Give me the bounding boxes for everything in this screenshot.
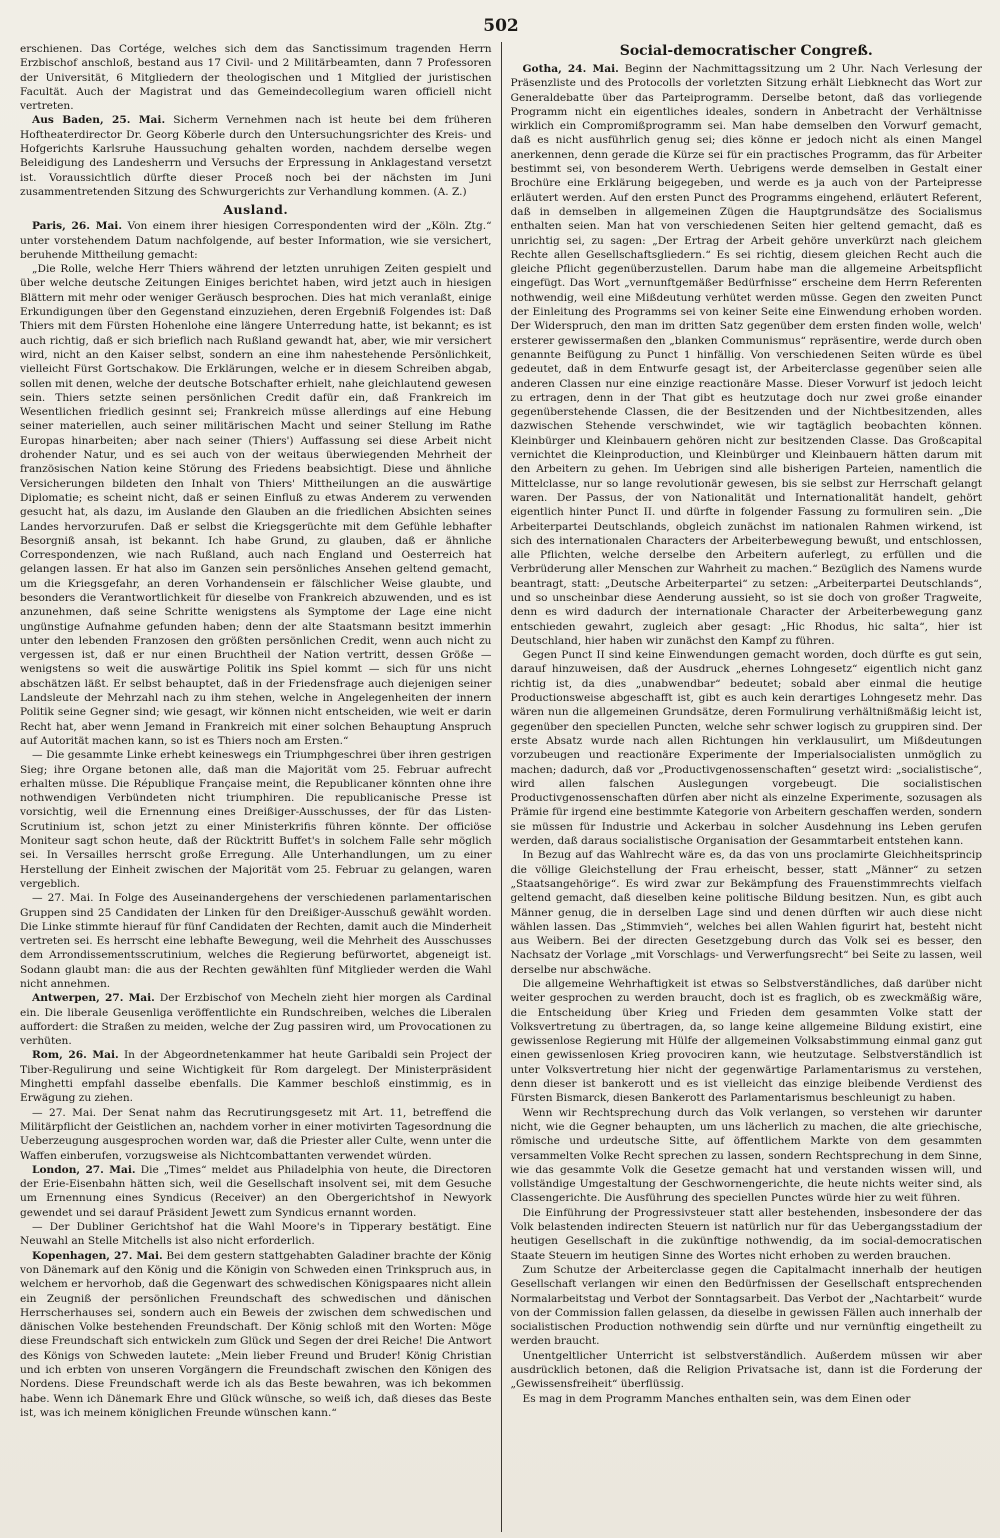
dateline-antwerpen: Antwerpen, 27. Mai. xyxy=(32,992,155,1005)
article-paris-paragraph: — Die gesammte Linke erhebt keineswegs ein Triumphgeschrei über ihren gestrigen Sieg; ihre Organe betonen alle, daß man die Majorität vom 25. Februar aufrecht erhalten müsse. Die République Française meint, die Republicaner könnten ohne ihre nothwendigen Verbündeten nicht triumphiren. Die republicanische Presse ist vorsichtig, weil die Ernennung eines Dreißiger-Ausschusses, der für das Listen-Scrutinium ist, schon jetzt zu einer Ministerkrifis führen könnte. Der officiöse Moniteur sagt schon heute, daß der Rücktritt Buffet's in solchem Falle sehr möglich sei. In Versailles herrscht große Erregung. Alle Unterhandlungen, um zu einer Herstellung der Einheit zwischen der Majorität vom 25. Februar zu gelangen, waren vergeblich. xyxy=(20,749,492,890)
dateline-gotha: Gotha, 24. Mai. xyxy=(522,63,619,75)
article-antwerpen-text: Der Erzbischof von Mecheln zieht hier morgen als Cardinal ein. Die liberale Geusenliga veröffentlichte ein Rundschreiben, welches die Liberalen auffordert: die Straßen zu meiden, welche der Zug passiren wird, um Provocationen zu verhüten. xyxy=(20,992,492,1048)
article-paris-text-0: Von einem ihrer hiesigen Correspondenten wird der „Köln. Ztg.“ unter vorstehendem Datum nachfolgende, auf bester Information, wie sie versichert, beruhende Mittheilung gemacht: xyxy=(20,220,492,261)
article-continuation: erschienen. Das Cortége, welches sich dem das Sanctissimum tragenden Herrn Erzbischof anschloß, bestand aus 17 Civil- und 2 Militärbeamten, dann 7 Professoren der Universität, 6 Mitgliedern der theologischen und 1 Mitglied der juristischen Facultät. Auch der Magistrat und das Gemeindecollegium waren officiell nicht vertreten. xyxy=(20,43,492,113)
article-congress-paragraph: In Bezug auf das Wahlrecht wäre es, da das von uns proclamirte Gleichheitsprincip die völlige Gleichstellung der Frau erheischt, besser, statt „Männer“ zu setzen „Staatsangehörige“. Es wird zwar zur Bekämpfung des Frauenstimmrechts vielfach geltend gemacht, daß dieselben keine politische Bildung besitzen. Nun, es gibt auch Männer genug, die in derselben Lage sind und denen dürften wir auch diese nicht wählen lassen. Das „Stimmvieh“, welches bei allen Wahlen figurirt hat, besteht nicht aus Weibern. Bei der directen Gesetzgebung durch das Volk sei es besser, den Nachsatz der Vorlage „mit Vorschlags- und Verwerfungsrecht“ bei Seite zu lassen, weil derselbe nur abschwäche. xyxy=(510,849,983,976)
dateline-paris: Paris, 26. Mai. xyxy=(32,220,123,233)
article-rom xyxy=(20,1048,492,1105)
article-paris-intro xyxy=(20,219,492,262)
left-column xyxy=(20,42,501,1532)
article-kopenhagen xyxy=(20,1249,492,1421)
article-london-text-0: Die „Times“ meldet aus Philadelphia von heute, die Directoren der Erie-Eisenbahn hätten sich, weil die Gesellschaft insolvent sei, mit dem Gesuche um Ernennung eines Syndicus (Receiver) an den Obergerichtshof in Newyork gewendet und sei darauf Präsident Jewett zum Syndicus ernannt worden. xyxy=(20,1163,492,1219)
article-baden-text: Sicherm Vernehmen nach ist heute bei dem früheren Hoftheaterdirector Dr. Georg Köberle durch den Untersuchungsrichter des Kreis- und Hofgerichts Karlsruhe Haussuchung gehalten worden, nachdem derselbe wegen Beleidigung des Landesherrn und Versuchs der Erpressung in Anklagestand versetzt ist. Voraussichtlich dürfte dieser Proceß noch bei der nächsten im Juni zusammentretenden Sitzung des Schwurgerichts zur Verhandlung kommen. (A. Z.) xyxy=(20,114,492,198)
article-paris-paragraph: „Die Rolle, welche Herr Thiers während der letzten unruhigen Zeiten gespielt und über welche deutsche Zeitungen Einiges berichtet haben, wird jetzt auch in hiesigen Blättern mit mehr oder weniger Geräusch besprochen. Dies hat mich veranlaßt, einige Erkundigungen über den Gegenstand einzuziehen, deren Ergebniß Folgendes ist: Daß Thiers mit dem Fürsten Hohenlohe eine längere Unterredung hatte, ist bekannt; es ist auch richtig, daß er sich brieflich nach Rußland gewandt hat, aber, wie mir versichert wird, nicht an den Kaiser selbst, sondern an eine ihm nahestehende Persönlichkeit, vielleicht Fürst Gortschakow. Die Erklärungen, welche er in diesem Schreiben abgab, sollen mit denen, welche der deutsche Botschafter erhielt, nahe gleichlautend gewesen sein. Thiers setzte seinen persönlichen Credit dafür ein, daß Frankreich im Wesentlichen friedlich gesinnt sei; Frankreich müsse allerdings auf eine Hebung seiner materiellen, auch seiner militärischen Macht und seiner Stellung im Rathe Europas hinarbeiten; aber nach seiner (Thiers') Auffassung sei diese Arbeit nicht drohender Natur, und es sei auch von der weitaus überwiegenden Mehrheit der französischen Nation keine Störung des Friedens beabsichtigt. Diese und ähnliche Versicherungen bildeten den Inhalt von Thiers' Mittheilungen an die auswärtige Diplomatie; es scheint nicht, daß er seinen Einfluß zu etwas Anderem zu verwenden gesucht hat, als dazu, im Auslande den Glauben an die friedlichen Absichten seines Landes hervorzurufen. Daß er selbst die Kriegsgerüchte mit dem Gefühle lebhafter Besorgniß ansah, ist bekannt. Ich habe Grund, zu glauben, daß er ähnliche Correspondenzen, wie nach Rußland, auch nach England und Oesterreich hat gelangen lassen. Er hat also im Ganzen sein persönliches Ansehen geltend gemacht, um die Kriegsgefahr, an deren Vorhandensein er fälschlicher Weise glaubte, und besonders die Verantwortlichkeit für dieselbe von Frankreich abzuwenden, und es ist anzunehmen, daß seine Schritte wenigstens als Symptome der Lage eine nicht ungünstige Aufnahme gefunden haben; denn der alte Staatsmann besitzt immerhin unter den lebenden Franzosen den größten persönlichen Credit, wenn auch nicht zu vergessen ist, daß er nur einen Bruchtheil der Nation vertritt, dessen Größe — wenigstens so weit die auswärtige Politik ins Spiel kommt — sich für uns nicht abschätzen läßt. Er selbst behauptet, daß in der Friedensfrage auch diejenigen seiner Landsleute der Mehrzahl nach zu ihm stehen, welche in Angelegenheiten der innern Politik seine Gegner sind; wie gesagt, wir können nicht entscheiden, wie weit er darin Recht hat, aber wenn Jemand in Frankreich mit einer solchen Behauptung Anspruch auf Autorität machen kann, so ist es Thiers noch am Ersten.“ xyxy=(20,263,492,747)
article-congress-paragraph: Wenn wir Rechtsprechung durch das Volk verlangen, so verstehen wir darunter nicht, wie die Gegner behaupten, um uns lächerlich zu machen, die alte griechische, römische und urdeutsche Sitte, auf öffentlichem Markte von dem gesammten versammelten Volke Recht sprechen zu lassen, sondern Rechtsprechung in dem Sinne, wie das gesammte Volk die Gesetze gemacht hat und verstanden wissen will, und vollständige Umgestaltung der Geschwornengerichte, die heute nichts weiter sind, als Classengerichte. Die Ausführung des speciellen Punctes würde hier zu weit führen. xyxy=(510,1106,983,1205)
article-rom-paragraph: — 27. Mai. Der Senat nahm das Recrutirungsgesetz mit Art. 11, betreffend die Militärpflicht der Geistlichen an, nachdem vorher in einer motivirten Tagesordnung die Ueberzeugung ausgesprochen worden war, daß die Priester aller Culte, wenn unter die Waffen einberufen, vorzugsweise als Nichtcombattanten verwendet würden. xyxy=(20,1106,492,1162)
dateline-kopenhagen: Kopenhagen, 27. Mai. xyxy=(32,1249,163,1262)
dateline-rom: Rom, 26. Mai. xyxy=(32,1049,119,1062)
article-congress-paragraph: Unentgeltlicher Unterricht ist selbstverständlich. Außerdem müssen wir aber ausdrücklich betonen, daß die Religion Privatsache ist, dann ist die Forderung der „Gewissensfreiheit“ überflüssig. xyxy=(510,1349,983,1391)
section-heading-ausland: Ausland. xyxy=(223,202,289,218)
article-congress-paragraph: Gegen Punct II sind keine Einwendungen gemacht worden, doch dürfte es gut sein, darauf hinzuweisen, daß der Ausdruck „ehernes Lohngesetz“ eigentlich nicht ganz richtig ist, da dies „unabwendbar“ bedeutet; sobald aber einmal die heutige Productionsweise abgeschafft ist, gibt es auch kein derartiges Lohngesetz mehr. Das wären nun die allgemeinen Grundsätze, deren Formulirung verhältnißmäßig leicht ist, gegenüber den speciellen Puncten, welche sehr schwer logisch zu gruppiren sind. Der erste Absatz wurde nach allen Richtungen hin verklausulirt, um Mißdeutungen vorzubeugen und reactionäre Experimente der Imperialsocialisten unmöglich zu machen; dadurch, daß vor „Productivgenossenschaften“ gesetzt wird: „socialistische“, wird allen falschen Auslegungen vorgebeugt. Die socialistischen Productivgenossenschaften dürfen aber nicht als einzelne Experimente, sozusagen als Prämie für irgend eine bestimmte Kategorie von Arbeitern geschaffen werden, sondern sie müssen für Industrie und Ackerbau in solcher Ausdehnung ins Leben gerufen werden, daß daraus socialistische Organisation der Gesammtarbeit entstehen kann. xyxy=(510,649,983,848)
article-congress-paragraph: Es mag in dem Programm Manches enthalten sein, was dem Einen oder xyxy=(522,1392,911,1405)
article-london xyxy=(20,1163,492,1220)
article-congress-text-0: Beginn der Nachmittagssitzung um 2 Uhr. Nach Verlesung der Präsenzliste und des Protocolls der vorletzten Sitzung erhält Liebknecht das Wort zur Generaldebatte über das Parteiprogramm. Derselbe betont, daß das vorliegende Programm nicht ein eigentliches ideales, sondern in Anbetracht der Verhältnisse wirklich ein Compromißprogramm sei. Man habe demselben den Vorwurf gemacht, daß es nicht ausführlich genug sei; dies könne er jedoch nicht als einen Mangel anerkennen, denn gerade die Kürze sei für ein practisches Programm, das für Arbeiter bestimmt sei, von besonderem Werth. Uebrigens werde demselben in Gestalt einer Brochüre eine Erklärung beigegeben, und werde es ja auch von der Parteipresse erläutert werden. Auf den ersten Punct des Programms eingehend, erläutert Referent, daß in demselben in allgemeinen Zügen die Hauptgrundsätze des Socialismus enthalten seien. Man hat von verschiedenen Seiten hier geltend gemacht, daß es unrichtig sei, zu sagen: „Der Ertrag der Arbeit gehöre unverkürzt nach gleichem Rechte allen Gesellschaftsgliedern.“ Es sei richtig, diesem gleichen Recht auch die gleiche Pflicht gegenüberzustellen. Darum habe man die allgemeine Arbeitspflicht eingefügt. Das Wort „vernunftgemäßer Bedürfnisse“ erscheine dem Herrn Referenten nothwendig, weil eine Mißdeutung verhütet werden müsse. Gegen den zweiten Punct der Einleitung des Programms sei von keiner Seite eine Einwendung erhoben worden. Der Widerspruch, den man im dritten Satz gegenüber dem ersten finden wolle, welch' ersterer gewissermaßen den „blanken Communismus“ repräsentire, werde durch oben genannte Beifügung zu Punct 1 hinfällig. Von verschiedenen Seiten würde es übel gedeutet, daß in dem Entwurfe gesagt ist, der Arbeiterclasse gegenüber seien alle anderen Classen nur eine einzige reactionäre Masse. Dieser Vorwurf ist jedoch leicht zu ertragen, denn in der That gibt es heutzutage doch nur zwei große einander gegenüberstehende Classen, die der Besitzenden und der Nichtbesitzenden, alles dazwischen Stehende verschwindet, wie wir tagtäglich beobachten können. Kleinbürger und Kleinbauern gehören nicht zur besitzenden Classe. Das Großcapital vernichtet die Kleinproduction, und Kleinbürger und Kleinbauern hätten darum mit den Arbeitern zu gehen. Im Uebrigen sind alle bisherigen Parteien, namentlich die Mittelclasse, nur so lange revolutionär gewesen, bis sie selbst zur Herrschaft gelangt waren. Der Passus, der von Nationalität und Internationalität handelt, gehört eigentlich hinter Punct II. und dürfte in folgender Fassung zu formuliren sein. „Die Arbeiterpartei Deutschlands, obgleich zunächst im nationalen Rahmen wirkend, ist sich des internationalen Characters der Arbeiterbewegung bewußt, und entschlossen, alle Pflichten, welche derselbe den Arbeitern auferlegt, zu erfüllen und die Verbrüderung aller Menschen zur Wahrheit zu machen.“ Bezüglich des Namens wurde beantragt, statt: „Deutsche Arbeiterpartei“ zu setzen: „Arbeiterpartei Deutschlands“, und so unscheinbar diese Aenderung aussieht, so ist sie doch von großer Tragweite, denn es wird dadurch der internationale Character der Arbeiterbewegung ganz entschieden gewahrt, zugleich aber gesagt: „Hic Rhodus, hic salta“, hier ist Deutschland, hier haben wir zunächst den Kampf zu führen. xyxy=(510,63,983,647)
dateline-baden: Aus Baden, 25. Mai. xyxy=(32,114,166,127)
columns xyxy=(20,42,982,1532)
article-congress-paragraph: Die allgemeine Wehrhaftigkeit ist etwas so Selbstverständliches, daß darüber nicht weiter gesprochen zu werden braucht, doch ist es fraglich, ob es zweckmäßig wäre, die Entscheidung über Krieg und Frieden dem gesammten Volke statt der Volksvertretung zu übertragen, da, so lange keine allgemeine Bildung existirt, eine gewissenlose Regierung mit Hülfe der allgemeinen Volksabstimmung einmal ganz gut einen gewissenlosen Krieg provociren kann, wie heutzutage. Selbstverständlich ist unter Volksvertretung hier nicht der gegenwärtige Parlamentarismus zu verstehen, denn dieser ist bankerott und es ist vielleicht das einzige bleibende Verdienst des Fürsten Bismarck, diesen Bankerott des Parlamentarismus beschleunigt zu haben. xyxy=(510,978,983,1105)
article-congress-paragraph: Die Einführung der Progressivsteuer statt aller bestehenden, insbesondere der das Volk belastenden indirecten Steuern ist natürlich nur für das Uebergangsstadium der heutigen Gesellschaft in die zukünftige nothwendig, da im social-democratischen Staate Steuern im heutigen Sinne des Wortes nicht erhoben zu werden brauchen. xyxy=(510,1206,983,1262)
article-rom-text-0: In der Abgeordnetenkammer hat heute Garibaldi sein Project der Tiber-Regulirung und seine Wichtigkeit für Rom dargelegt. Der Ministerpräsident Minghetti empfahl dasselbe ebenfalls. Die Kammer beschloß einstimmig, es in Erwägung zu ziehen. xyxy=(20,1049,492,1105)
page-number: 502 xyxy=(483,16,519,36)
right-column xyxy=(502,42,983,1532)
article-congress-intro xyxy=(511,62,983,648)
article-heading-congress: Social-democratischer Congreß. xyxy=(619,43,873,59)
article-baden xyxy=(20,113,492,199)
article-antwerpen xyxy=(20,991,492,1048)
dateline-london: London, 27. Mai. xyxy=(32,1163,136,1176)
article-london-paragraph: — Der Dubliner Gerichtshof hat die Wahl Moore's in Tipperary bestätigt. Eine Neuwahl an Stelle Mitchells ist also nicht erforderlich. xyxy=(20,1221,492,1248)
article-congress-paragraph: Zum Schutze der Arbeiterclasse gegen die Capitalmacht innerhalb der heutigen Gesellschaft verlangen wir einen den Bedürfnissen der Gesellschaft entsprechenden Normalarbeitstag und Verbot der Sonntagsarbeit. Das Verbot der „Nachtarbeit“ wurde von der Commission fallen gelassen, da dieselbe in gewissen Fällen auch innerhalb der socialistischen Production nothwendig sein dürfte und nur vernünftig eingetheilt zu werden braucht. xyxy=(510,1263,983,1348)
article-kopenhagen-text: Bei dem gestern stattgehabten Galadiner brachte der König von Dänemark auf den König und die Königin von Schweden einen Trinkspruch aus, in welchem er hervorhob, daß die Gegenwart des schwedischen Königspaares nicht allein ein Zeugniß der persönlichen Freundschaft des schwedischen und dänischen Herrscherhauses sei, sondern auch ein Beweis der zwischen dem schwedischen und dänischen Volke bestehenden Freundschaft. Der König schloß mit den Worten: Möge diese Freundschaft sich entwickeln zum Glück und Segen der drei Reiche! Die Antwort des Königs von Schweden lautete: „Mein lieber Freund und Bruder! König Christian und ich erbten von unseren Vorgängern die Freundschaft zwischen den Königen des Nordens. Diese Freundschaft werde ich als das Beste bewahren, was ich bekommen habe. Wenn ich Dänemark Ehre und Glück wünsche, so weiß ich, daß dieses das Beste ist, was ich meinem königlichen Freunde wünschen kann.“ xyxy=(20,1249,492,1419)
article-paris-paragraph: — 27. Mai. In Folge des Auseinandergehens der verschiedenen parlamentarischen Gruppen sind 25 Candidaten der Linken für den Dreißiger-Ausschuß gewählt worden. Die Linke stimmte hierauf für fünf Candidaten der Rechten, damit auch die Minderheit vertreten sei. Es herrscht eine lebhafte Bewegung, weil die Mehrheit des Ausschusses dem Arrondissementsscrutinium, welches die Regierung befürwortet, abgeneigt ist. Sodann glaubt man: die aus der Rechten gewählten fünf Mitglieder werden die Wahl nicht annehmen. xyxy=(20,892,492,990)
